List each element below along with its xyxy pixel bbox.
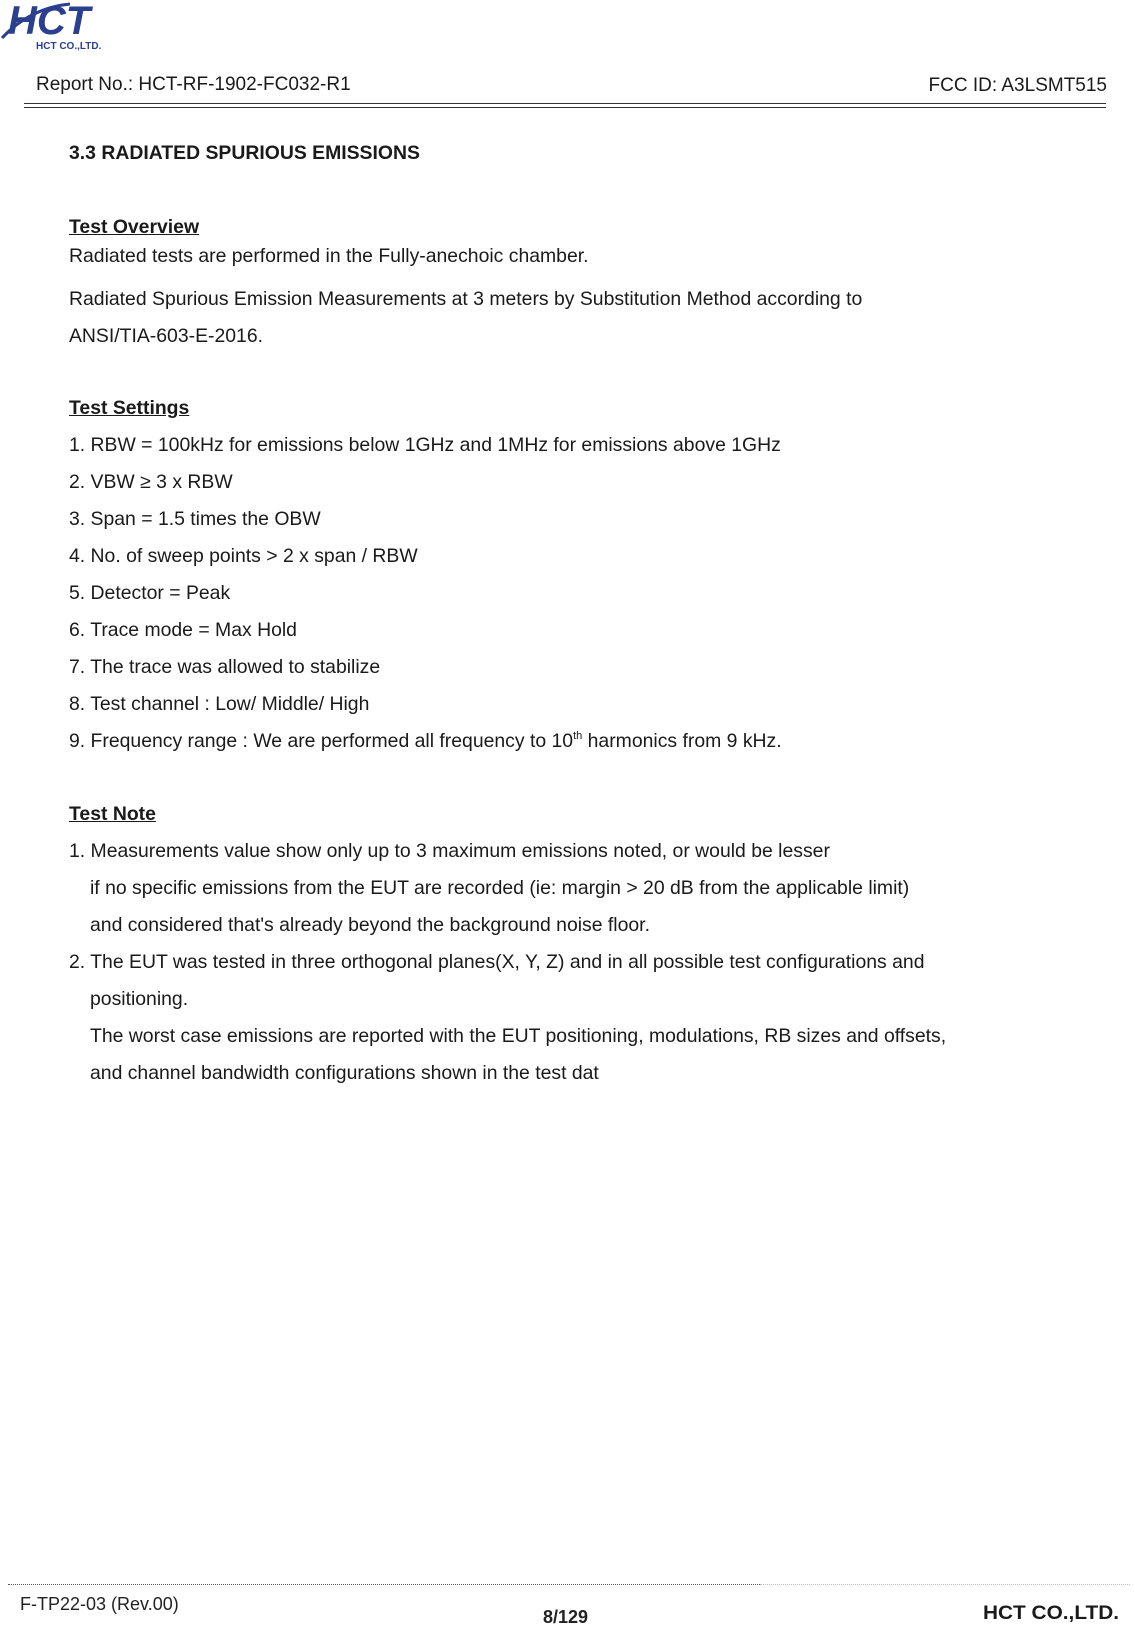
- overview-line: Radiated tests are performed in the Fully-anechoic chamber.: [69, 245, 589, 267]
- overview-line: ANSI/TIA-603-E-2016.: [69, 325, 263, 347]
- note-line: if no specific emissions from the EUT are recorded (ie: margin > 20 dB from the applicable limit): [90, 877, 910, 899]
- note-line: positioning.: [90, 988, 189, 1010]
- footer-divider-light: [760, 1584, 1130, 1585]
- logo-text: HCT: [8, 0, 91, 43]
- footer-company-logo: [983, 1600, 1121, 1624]
- note-line: and considered that's already beyond the background noise floor.: [90, 914, 650, 936]
- report-number: Report No.: HCT-RF-1902-FC032-R1: [36, 74, 351, 95]
- settings-item: [69, 730, 782, 753]
- settings-item-9-text: 9. Frequency range : We are performed all frequency to 10: [69, 730, 574, 752]
- fcc-id: FCC ID: A3LSMT515: [928, 75, 1107, 96]
- hct-logo: [0, 0, 160, 56]
- settings-item: 8. Test channel : Low/ Middle/ High: [69, 693, 370, 715]
- note-line: The worst case emissions are reported with the EUT positioning, modulations, RB sizes and offsets,: [90, 1025, 947, 1047]
- logo-subtext: HCT CO.,LTD.: [36, 41, 102, 52]
- form-number: F-TP22-03 (Rev.00): [20, 1594, 179, 1614]
- section-title: 3.3 RADIATED SPURIOUS EMISSIONS: [69, 142, 420, 164]
- settings-item-9-tail: harmonics from 9 kHz.: [582, 730, 782, 752]
- note-line: 2. The EUT was tested in three orthogonal planes(X, Y, Z) and in all possible test configurations and: [69, 951, 925, 973]
- superscript: th: [573, 730, 583, 742]
- overview-line: Radiated Spurious Emission Measurements at 3 meters by Substitution Method according to: [69, 288, 863, 310]
- settings-item: 1. RBW = 100kHz for emissions below 1GHz and 1MHz for emissions above 1GHz: [69, 434, 781, 456]
- note-line: and channel bandwidth configurations shown in the test dat: [90, 1062, 599, 1084]
- settings-item: 5. Detector = Peak: [69, 582, 231, 604]
- settings-item: 6. Trace mode = Max Hold: [69, 619, 297, 641]
- test-note-heading: Test Note: [69, 803, 156, 825]
- settings-item: 2. VBW ≥ 3 x RBW: [69, 471, 233, 493]
- settings-item: 3. Span = 1.5 times the OBW: [69, 508, 321, 530]
- header-divider: [24, 103, 1106, 104]
- page-number: 8/129: [543, 1607, 589, 1627]
- test-overview-heading: Test Overview: [69, 216, 200, 238]
- settings-item: 7. The trace was allowed to stabilize: [69, 656, 381, 678]
- header-divider-secondary: [24, 107, 1106, 108]
- footer-divider: [8, 1584, 760, 1585]
- settings-item: 4. No. of sweep points > 2 x span / RBW: [69, 545, 418, 567]
- test-settings-heading: Test Settings: [69, 397, 190, 419]
- note-line: 1. Measurements value show only up to 3 maximum emissions noted, or would be lesser: [69, 840, 830, 862]
- footer-company-text: HCT CO.,LTD.: [983, 1603, 1119, 1624]
